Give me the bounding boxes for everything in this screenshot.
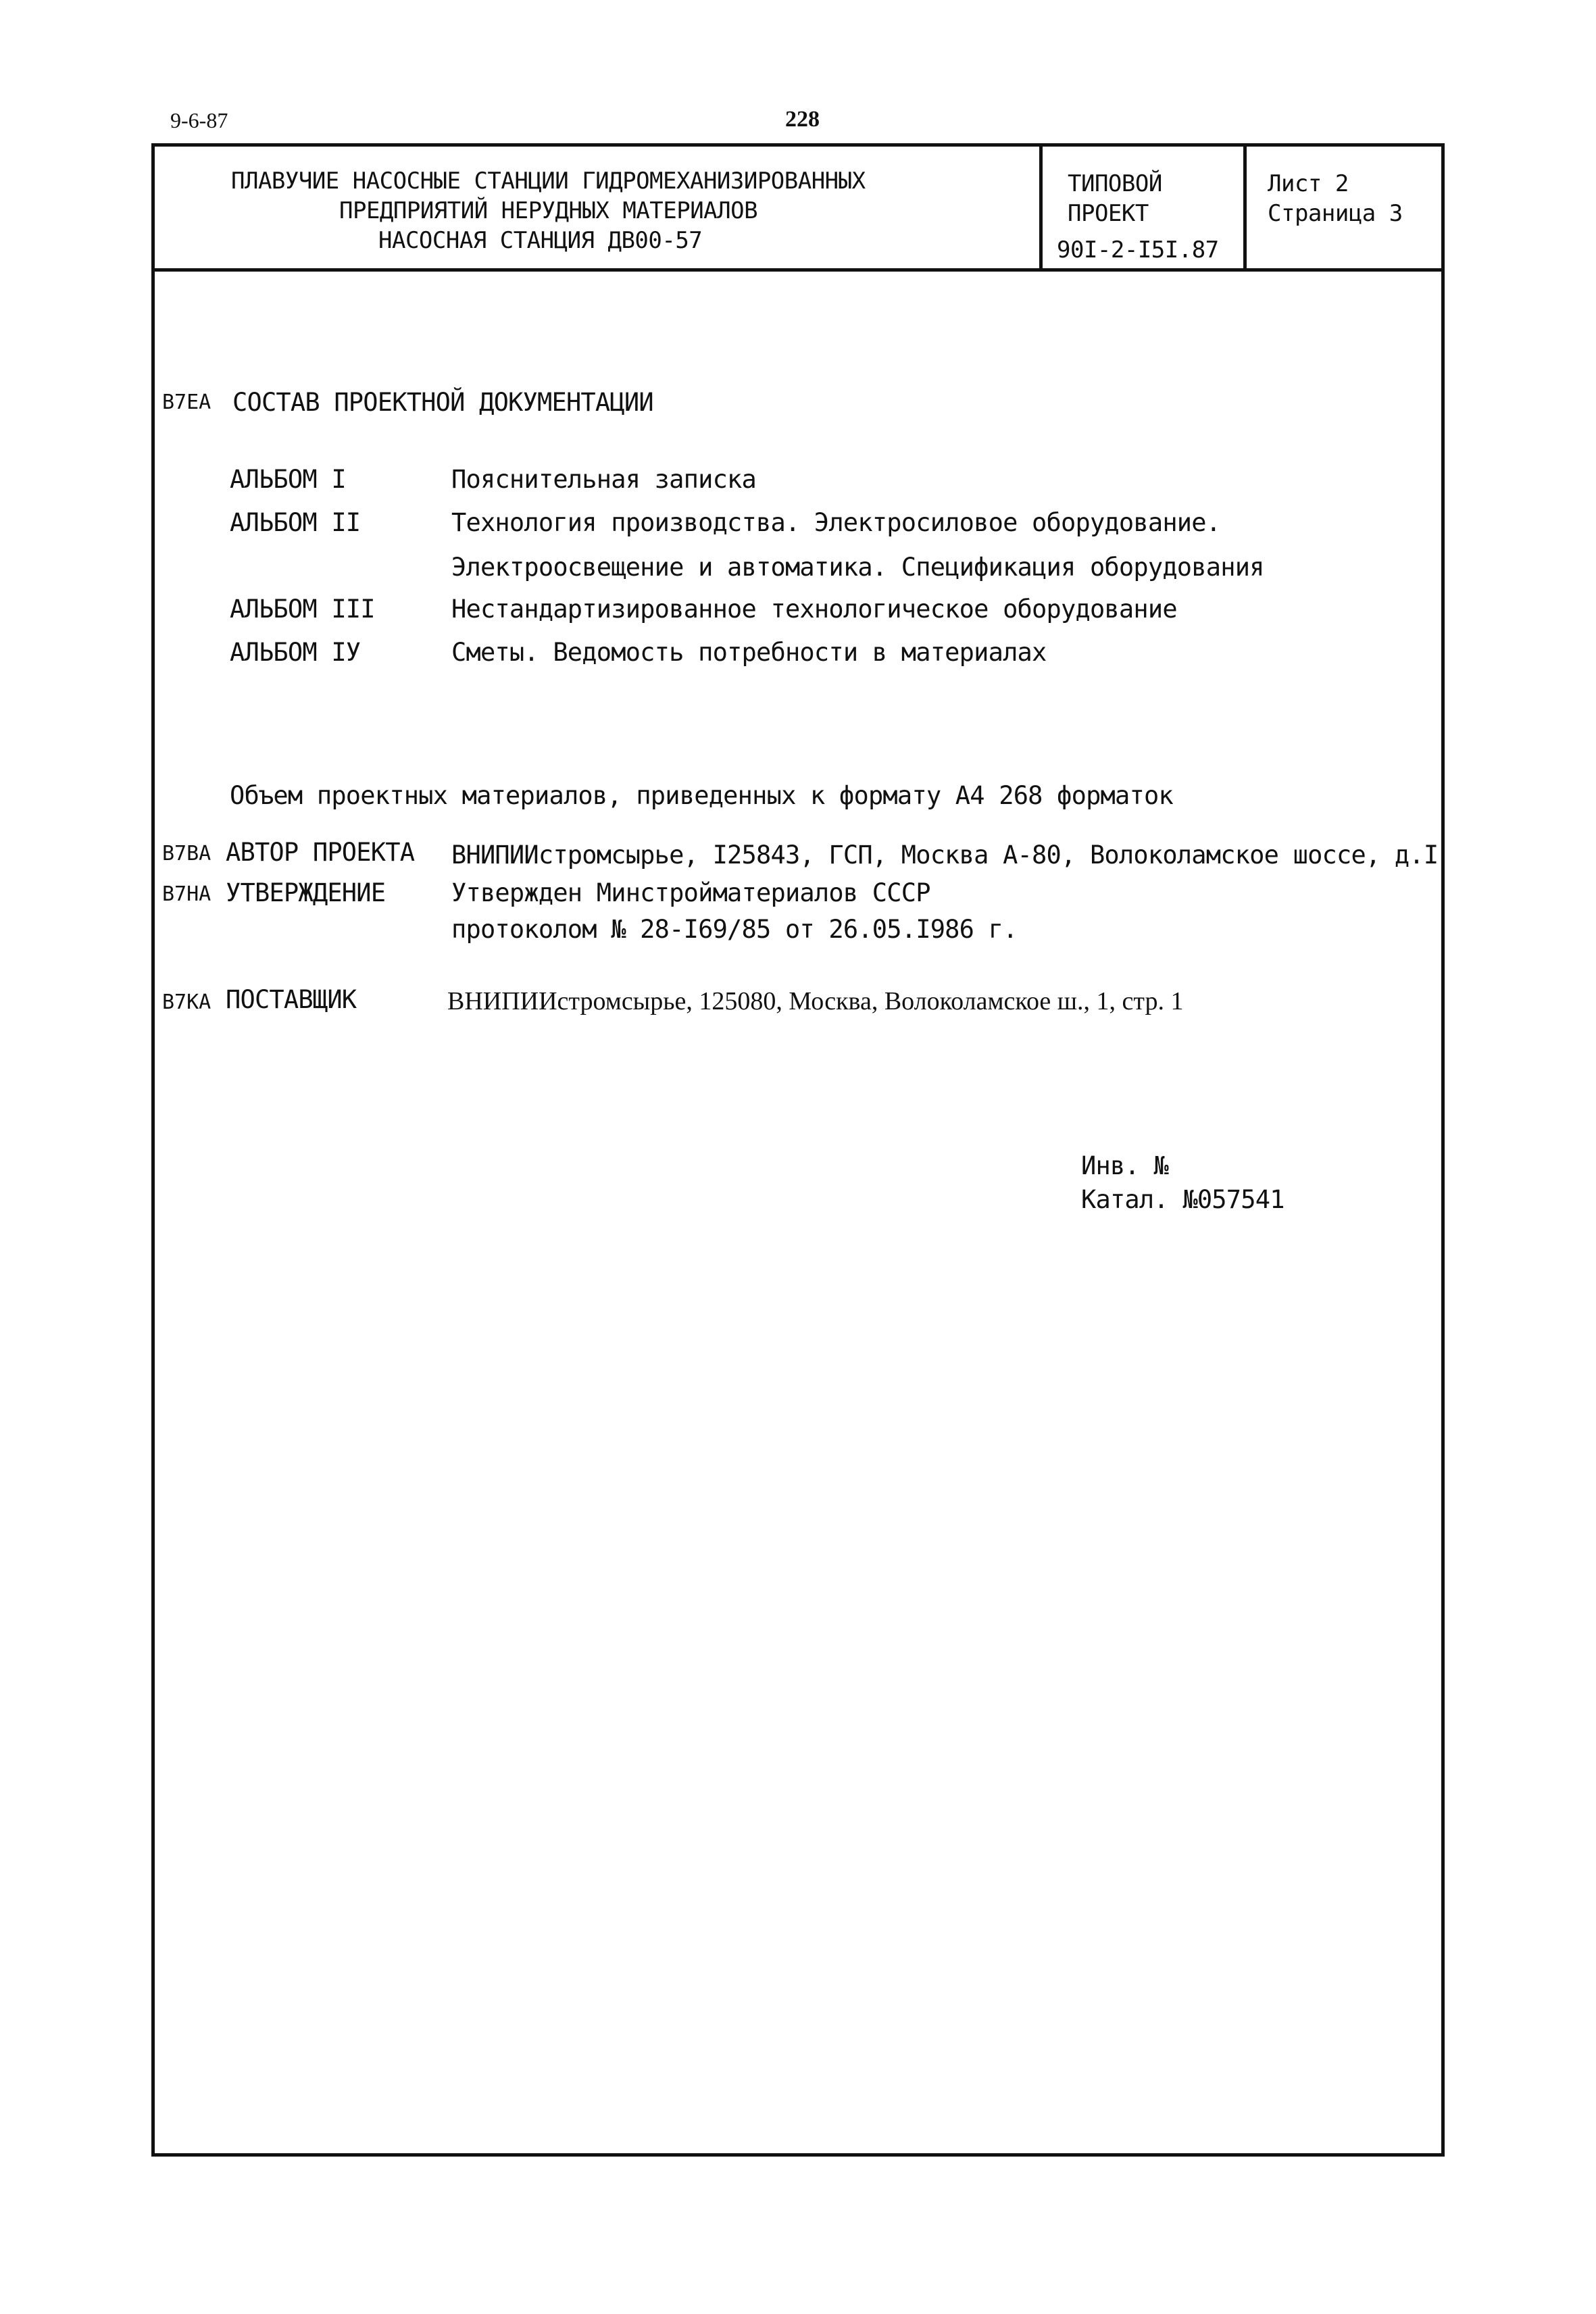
composition-code: В7ЕА <box>162 391 211 414</box>
supplier-code: В7КА <box>162 990 211 1014</box>
volume-text: Объем проектных материалов, приведенных к формату А4 268 форматок <box>230 781 1173 810</box>
approval-label: УТВЕРЖДЕНИЕ <box>226 878 386 907</box>
inventory-label: Инв. № <box>1081 1151 1168 1180</box>
author-value: ВНИПИИстромсырье, I25843, ГСП, Москва А-80, Волоколамское шоссе, д.I <box>451 840 1439 870</box>
title-line-1: ПЛАВУЧИЕ НАСОСНЫЕ СТАНЦИИ ГИДРОМЕХАНИЗИРОВАННЫХ <box>231 168 866 195</box>
catalog-number: 057541 <box>1197 1185 1285 1214</box>
type-label-1: ТИПОВОЙ <box>1068 170 1162 197</box>
album-3-label: АЛЬБОМ III <box>230 595 375 624</box>
author-label: АВТОР ПРОЕКТА <box>226 838 415 867</box>
title-block <box>151 143 1445 272</box>
catalog-label: Катал. № <box>1081 1185 1197 1214</box>
type-label-2: ПРОЕКТ <box>1068 200 1149 227</box>
album-2-label: АЛЬБОМ II <box>230 508 361 537</box>
album-1-text: Пояснительная записка <box>451 465 756 494</box>
title-line-2: ПРЕДПРИЯТИЙ НЕРУДНЫХ МАТЕРИАЛОВ <box>339 197 758 224</box>
title-divider-2 <box>1243 143 1247 268</box>
album-4-text: Сметы. Ведомость потребности в материалах <box>451 638 1047 667</box>
approval-line-1: Утвержден Минстройматериалов СССР <box>451 878 930 907</box>
album-2-text-line-2: Электроосвещение и автоматика. Спецификация оборудования <box>451 553 1264 582</box>
composition-heading: СОСТАВ ПРОЕКТНОЙ ДОКУМЕНТАЦИИ <box>232 388 653 417</box>
page-number: 228 <box>785 107 820 132</box>
album-4-label: АЛЬБОМ IУ <box>230 638 361 667</box>
title-divider-1 <box>1039 143 1043 268</box>
approval-line-2: протоколом № 28-I69/85 от 26.05.I986 г. <box>451 915 1018 944</box>
supplier-value: ВНИПИИстромсырье, 125080, Москва, Волоколамское ш., 1, стр. 1 <box>447 987 1184 1015</box>
approval-code: В7НА <box>162 882 211 906</box>
author-code: В7ВА <box>162 842 211 865</box>
album-3-text: Нестандартизированное технологическое оборудование <box>451 595 1177 624</box>
project-number: 90I-2-I5I.87 <box>1057 236 1219 263</box>
page-frame <box>151 143 1445 2157</box>
catalog-line <box>1081 1185 1285 1214</box>
title-line-3: НАСОСНАЯ СТАНЦИЯ ДВ00-57 <box>378 227 703 254</box>
supplier-label: ПОСТАВЩИК <box>226 985 357 1014</box>
album-1-label: АЛЬБОМ I <box>230 465 346 494</box>
album-2-text-line-1: Технология производства. Электросиловое оборудование. <box>451 508 1221 537</box>
document-code: 9-6-87 <box>170 108 228 132</box>
page-label: Страница 3 <box>1268 200 1403 227</box>
sheet-label: Лист 2 <box>1268 170 1349 197</box>
